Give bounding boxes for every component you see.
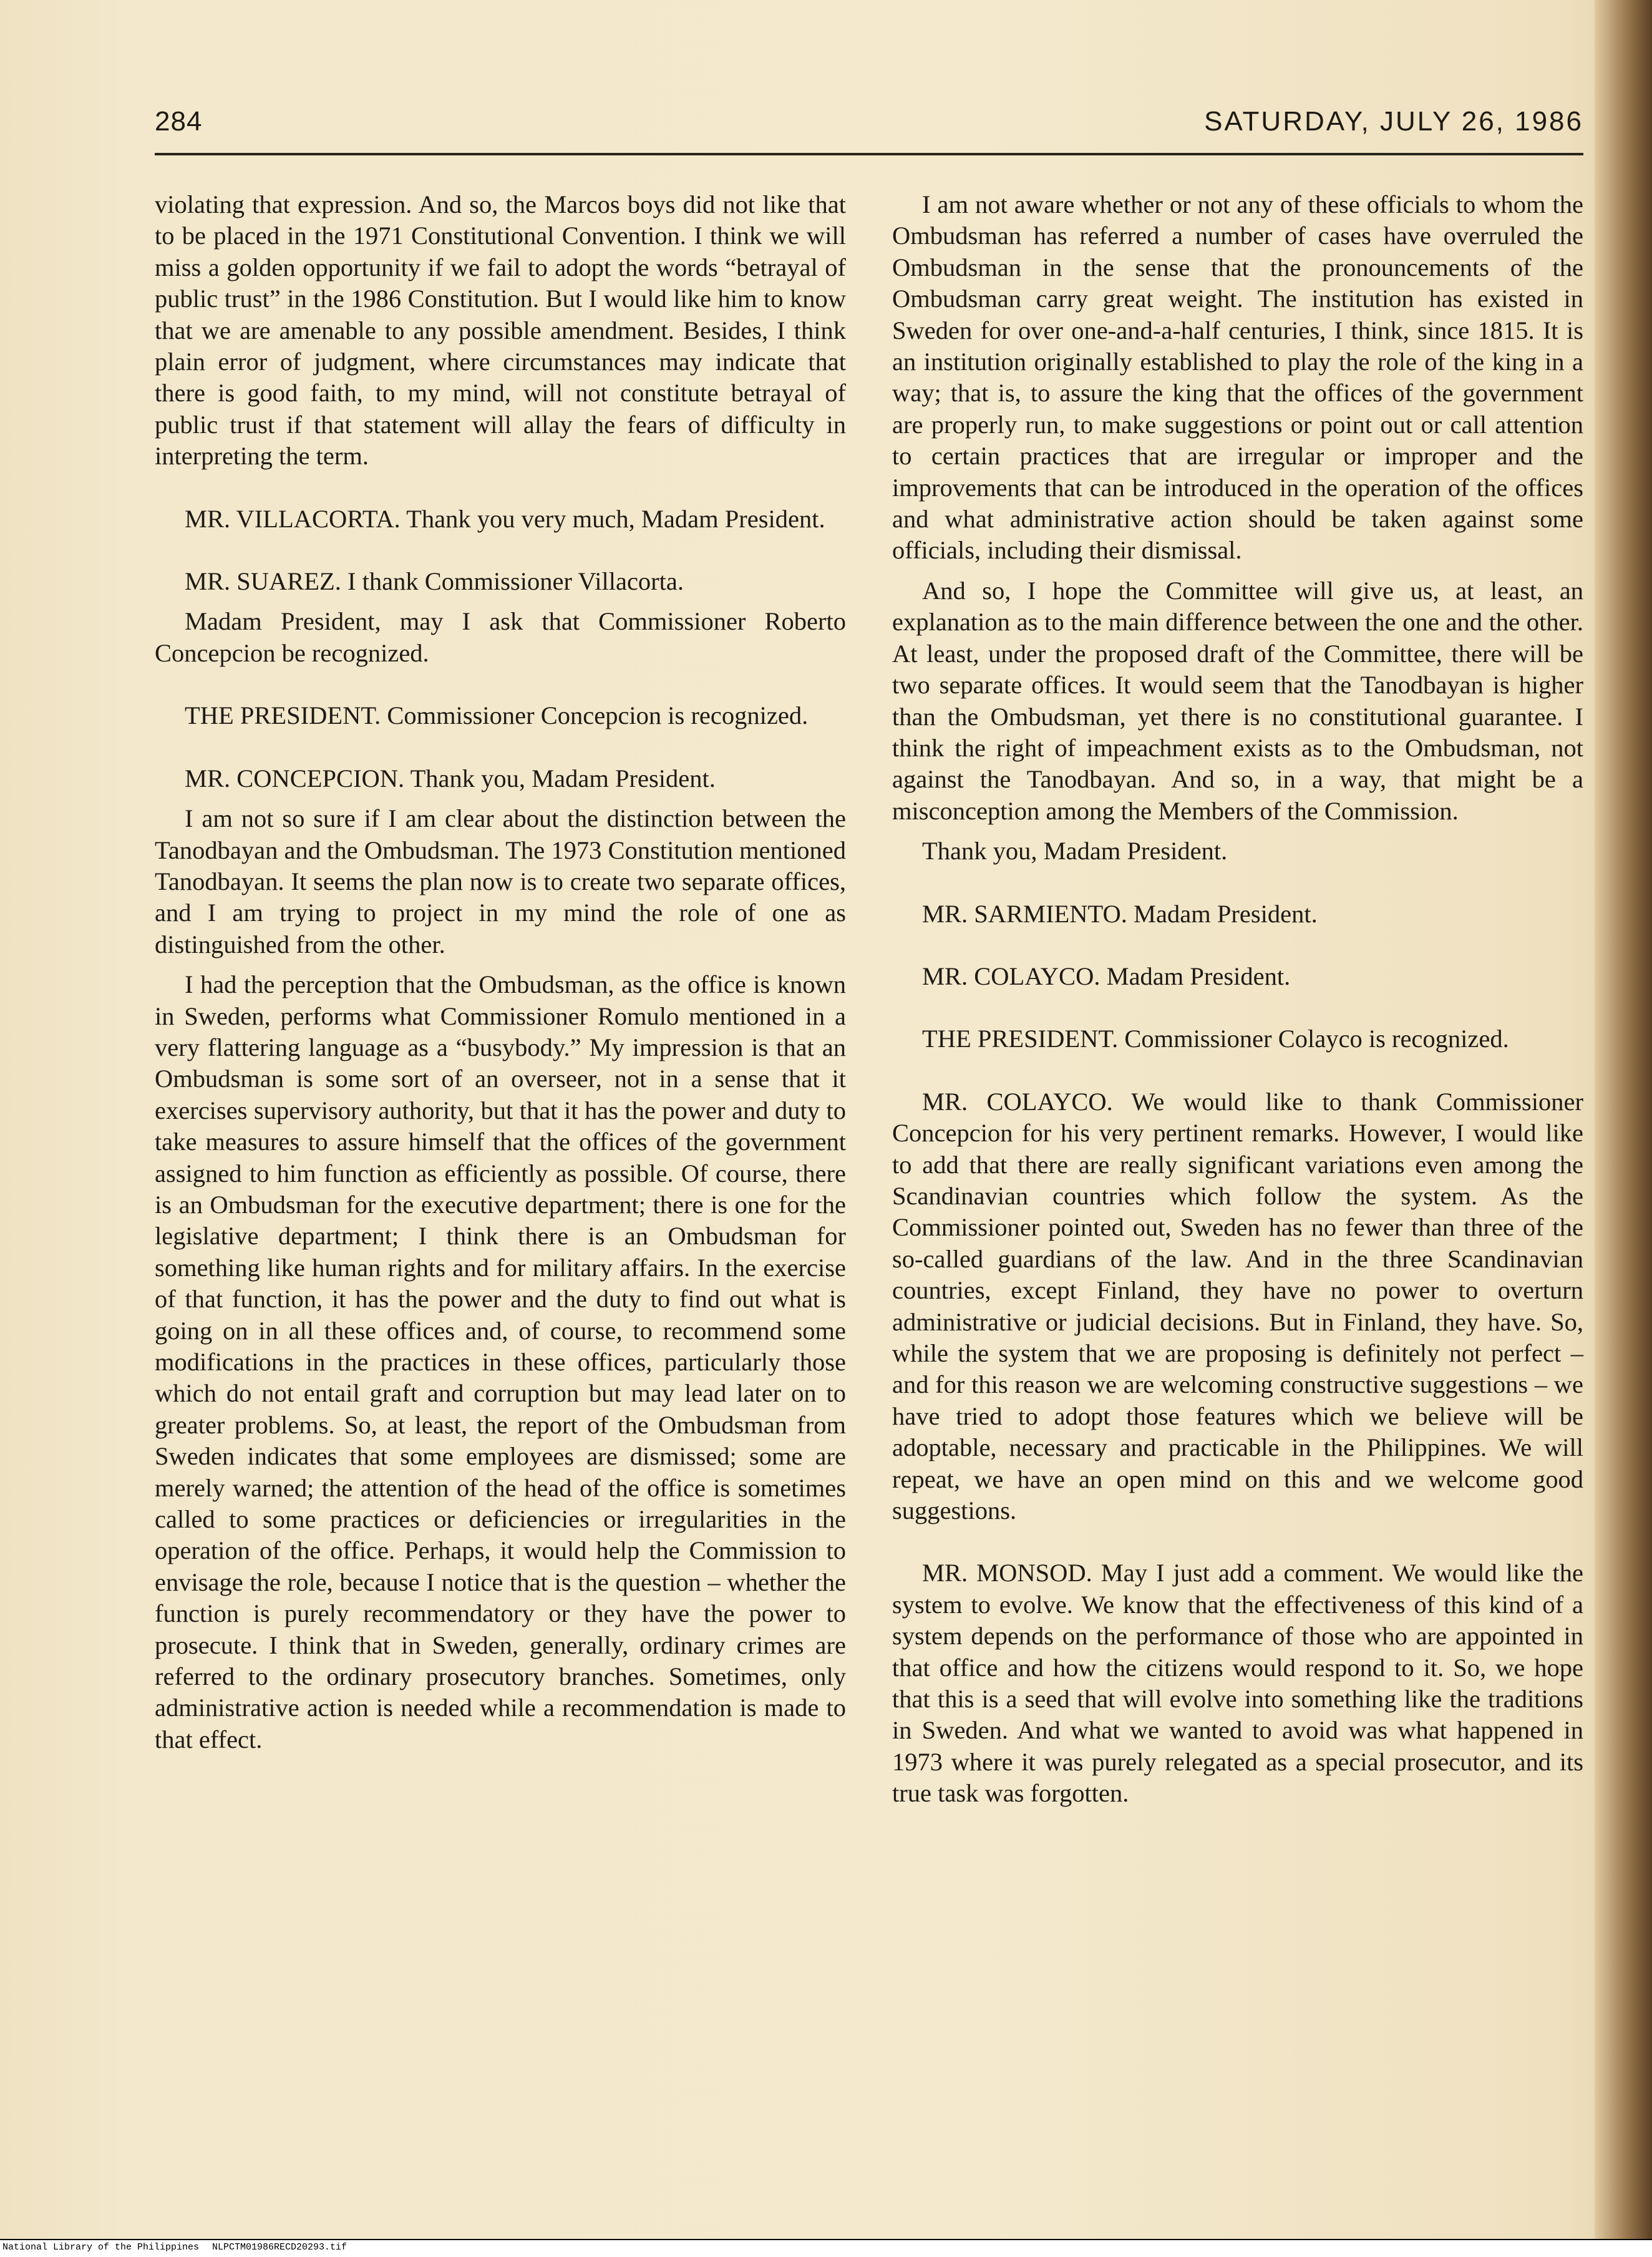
- paragraph: MR. MONSOD. May I just add a comment. We would like the system to evolve. We know that the effectiveness of this kind of a system depends on the performance of those who are appointed in that office and how the citizens would respond to it. So, we hope that this is a seed that will evolve into something like the traditions in Sweden. And what we wanted to avoid was what happened in 1973 where it was purely relegated as a special prosecutor, and its true task was forgotten.: [892, 1559, 1583, 1808]
- paragraph: violating that expression. And so, the Marcos boys did not like that to be placed in the 1971 Constitutional Convention. I think we will miss a golden opportunity if we fail to adopt the words “betrayal of public trust” in the 1986 Constitution. But I would like him to know that we are amenable to any possible amendment. Besides, I think plain error of judgment, where circumstances may indicate that there is good faith, to my mind, will not constitute betrayal of public trust if that statement will allay the fears of difficulty in interpreting the term.: [155, 190, 846, 470]
- paragraph: MR. CONCEPCION. Thank you, Madam President.: [185, 764, 716, 792]
- paragraph: MR. COLAYCO. We would like to thank Commissioner Concepcion for his very pertinent remarks. However, I would like to add that there are really significant variations even among the Scandinavian countries which follow the system. As the Commissioner pointed out, Sweden has no fewer than three of the so-called guardians of the law. And in the three Scandinavian countries, except Finland, they have no power to overturn administrative or judicial decisions. But in Finland, they have. So, while the system that we are proposing is definitely not perfect – and for this reason we are welcoming constructive suggestions – we have tried to adopt those features which we believe will be adoptable, necessary and practicable in the Philippines. We will repeat, we have an open mind on this and we welcome good suggestions.: [892, 1087, 1583, 1525]
- paragraph: Madam President, may I ask that Commissioner Roberto Concepcion be recognized.: [155, 607, 846, 667]
- paragraph: THE PRESIDENT. Commissioner Concepcion is recognized.: [185, 701, 809, 730]
- paragraph: I had the perception that the Ombudsman, as the office is known in Sweden, performs what Commissioner Romulo mentioned in a very flattering language as a “busybody.” My impression is that an Ombudsman is some sort of an overseer, not in a sense that it exercises supervisory authority, but that it has the power and duty to take measures to assure himself that the offices of the government assigned to him function as efficiently as possible. Of course, there is an Ombudsman for the executive department; there is one for the legislative department; I think there is an Ombudsman for something like human rights and for military affairs. In the exercise of that function, it has the power and the duty to find out what is going on in all these offices and, of course, to recommend some modifications in the practices in these offices, particularly those which do not entail graft and corruption but may lead later on to greater problems. So, at least, the report of the Ombudsman from Sweden indicates that some employees are dismissed; some are merely warned; the attention of the head of the office is sometimes called to some practices or deficiencies or irregularities in the operation of the office. Perhaps, it would help the Commission to envisage the role, because I notice that is the question – whether the function is purely recommendatory or they have the power to prosecute. I think that in Sweden, generally, ordinary crimes are referred to the ordinary prosecutory branches. Sometimes, only administrative action is needed while a recommendation is made to that effect.: [155, 970, 846, 1753]
- page-binding-shadow: [1595, 0, 1652, 2239]
- footer-filename: NLPCTM01986RECD20293.tif: [212, 2242, 347, 2253]
- footer-library: National Library of the Philippines: [2, 2242, 200, 2253]
- scan-footer: [0, 2239, 1652, 2257]
- paragraph: MR. COLAYCO. Madam President.: [922, 962, 1291, 990]
- paragraph: MR. SUAREZ. I thank Commissioner Villacorta.: [185, 567, 684, 596]
- paragraph: MR. VILLACORTA. Thank you very much, Madam President.: [185, 504, 825, 533]
- paragraph: MR. SARMIENTO. Madam President.: [922, 899, 1318, 928]
- page-header: [155, 94, 1583, 150]
- page-date: SATURDAY, JULY 26, 1986: [1204, 106, 1583, 137]
- left-column: [155, 189, 846, 1764]
- paragraph: I am not aware whether or not any of these officials to whom the Ombudsman has referred a number of cases have overruled the Ombudsman in the sense that the pronouncements of the Ombudsman carry great weight. The institution has existed in Sweden for over one-and-a-half centuries, I think, since 1815. It is an institution originally established to play the role of the king in a way; that is, to assure the king that the offices of the government are properly run, to make suggestions or point out or call attention to certain practices that are irregular or improper and the improvements that can be introduced in the operation of the offices and what administrative action should be taken against some officials, including their dismissal.: [892, 190, 1583, 565]
- page-number: 284: [155, 106, 203, 137]
- right-column: [892, 189, 1583, 1818]
- paragraph: Thank you, Madam President.: [922, 837, 1228, 865]
- paragraph: I am not so sure if I am clear about the distinction between the Tanodbayan and the Ombudsman. The 1973 Constitution mentioned Tanodbayan. It seems the plan now is to create two separate offices, and I am trying to project in my mind the role of one as distinguished from the other.: [155, 804, 846, 958]
- paragraph: And so, I hope the Committee will give us, at least, an explanation as to the main difference between the one and the other. At least, under the proposed draft of the Committee, there will be two separate offices. It would seem that the Tanodbayan is higher than the Ombudsman, yet there is no constitutional guarantee. I think the right of impeachment exists as to the Ombudsman, not against the Tanodbayan. And so, in a way, that might be a misconception among the Members of the Commission.: [892, 576, 1583, 825]
- header-rule: [155, 153, 1583, 155]
- paragraph: THE PRESIDENT. Commissioner Colayco is recognized.: [922, 1025, 1509, 1053]
